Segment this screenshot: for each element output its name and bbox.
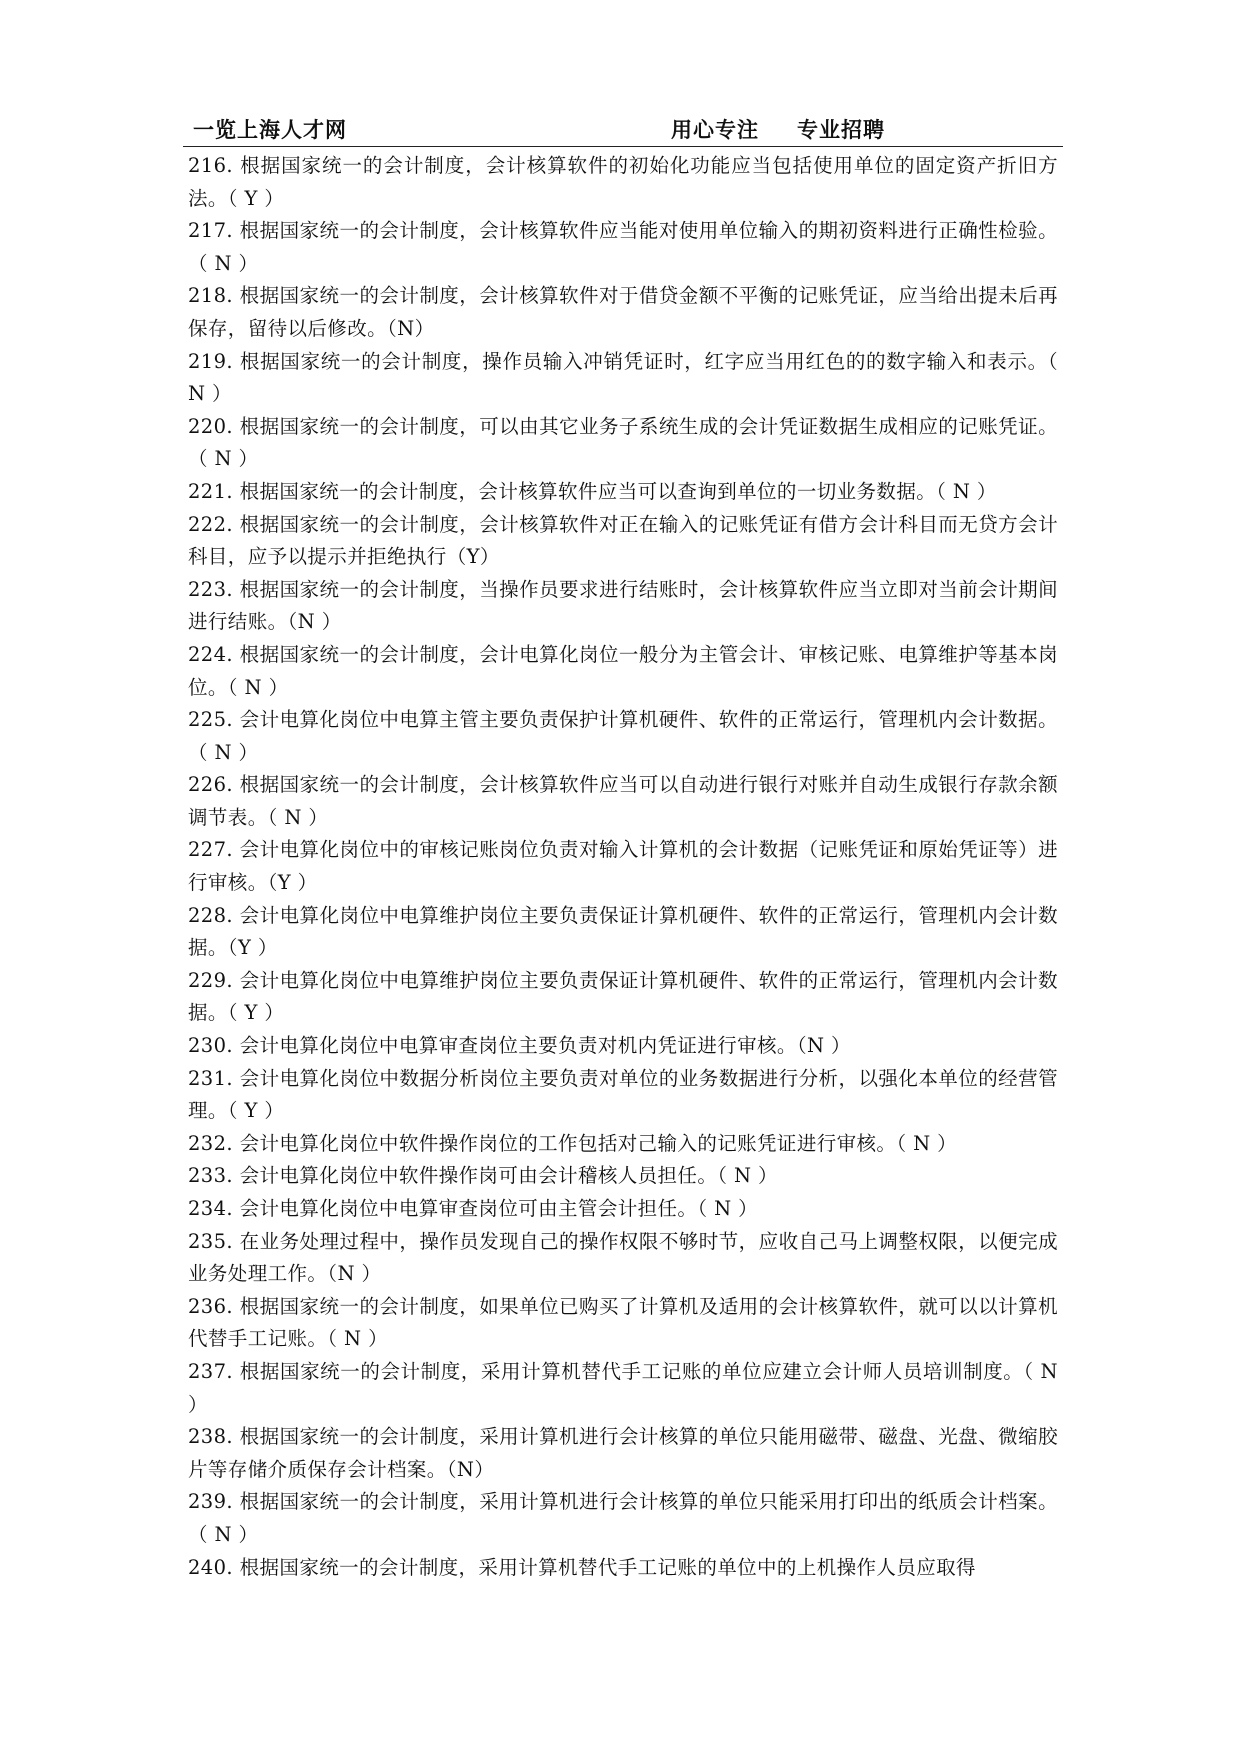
question-item: 228. 会计电算化岗位中电算维护岗位主要负责保证计算机硬件、软件的正常运行，管理机内会计数据。（Y ）: [188, 903, 1058, 960]
question-item: 232. 会计电算化岗位中软件操作岗位的工作包括对己输入的记账凭证进行审核。（ N ）: [188, 1131, 958, 1155]
question-item: 219. 根据国家统一的会计制度，操作员输入冲销凭证时，红字应当用红色的的数字输入和表示。（ N ）: [188, 349, 1058, 406]
header-slogan: [671, 114, 885, 144]
page-header: [183, 112, 1063, 147]
question-item: 221. 根据国家统一的会计制度，会计核算软件应当可以查询到单位的一切业务数据。（ N ）: [188, 479, 997, 503]
question-item: 237. 根据国家统一的会计制度，采用计算机替代手工记账的单位应建立会计师人员培训制度。（ N ）: [188, 1359, 1058, 1416]
question-item: 231. 会计电算化岗位中数据分析岗位主要负责对单位的业务数据进行分析，以强化本单位的经营管理。（ Y ）: [188, 1066, 1058, 1123]
question-item: 224. 根据国家统一的会计制度，会计电算化岗位一般分为主管会计、审核记账、电算维护等基本岗位。（ N ）: [188, 642, 1058, 699]
question-item: 235. 在业务处理过程中，操作员发现自己的操作权限不够时节，应收自己马上调整权限，以便完成业务处理工作。（N ）: [188, 1229, 1058, 1286]
question-item: 233. 会计电算化岗位中软件操作岗可由会计稽核人员担任。（ N ）: [188, 1164, 778, 1188]
question-list: [188, 150, 1058, 1584]
slogan-recruitment: 专业招聘: [797, 118, 885, 142]
question-item: 222. 根据国家统一的会计制度，会计核算软件对正在输入的记账凭证有借方会计科目而无贷方会计科目，应予以提示并拒绝执行（Y）: [188, 512, 1058, 569]
question-item: 236. 根据国家统一的会计制度，如果单位已购买了计算机及适用的会计核算软件，就可以以计算机代替手工记账。（ N ）: [188, 1294, 1058, 1351]
question-item: 238. 根据国家统一的会计制度，采用计算机进行会计核算的单位只能用磁带、磁盘、光盘、微缩胶片等存储介质保存会计档案。（N）: [188, 1425, 1058, 1481]
question-item: 227. 会计电算化岗位中的审核记账岗位负责对输入计算机的会计数据（记账凭证和原始凭证等）进行审核。（Y ）: [188, 838, 1058, 895]
slogan-focus: 用心专注: [671, 118, 759, 142]
question-item: 217. 根据国家统一的会计制度，会计核算软件应当能对使用单位输入的期初资料进行正确性检验。（ N ）: [188, 219, 1058, 275]
site-name: 一览上海人才网: [193, 118, 347, 142]
question-item: 223. 根据国家统一的会计制度，当操作员要求进行结账时，会计核算软件应当立即对当前会计期间进行结账。（N ）: [188, 577, 1058, 634]
question-item: 229. 会计电算化岗位中电算维护岗位主要负责保证计算机硬件、软件的正常运行，管理机内会计数据。（ Y ）: [188, 968, 1058, 1025]
question-item: 230. 会计电算化岗位中电算审查岗位主要负责对机内凭证进行审核。（N ）: [188, 1034, 851, 1058]
question-item: 220. 根据国家统一的会计制度，可以由其它业务子系统生成的会计凭证数据生成相应的记账凭证。（ N ）: [188, 414, 1058, 471]
question-item: 218. 根据国家统一的会计制度，会计核算软件对于借贷金额不平衡的记账凭证，应当给出提未后再保存，留待以后修改。（N）: [188, 284, 1058, 340]
question-item: 226. 根据国家统一的会计制度，会计核算软件应当可以自动进行银行对账并自动生成银行存款余额调节表。（ N ）: [188, 773, 1058, 829]
question-item: 239. 根据国家统一的会计制度，采用计算机进行会计核算的单位只能采用打印出的纸质会计档案。（ N ）: [188, 1490, 1058, 1546]
question-item: 240. 根据国家统一的会计制度，采用计算机替代手工记账的单位中的上机操作人员应取得: [188, 1555, 976, 1579]
question-item: 225. 会计电算化岗位中电算主管主要负责保护计算机硬件、软件的正常运行，管理机内会计数据。（ N ）: [188, 708, 1058, 764]
question-item: 216. 根据国家统一的会计制度，会计核算软件的初始化功能应当包括使用单位的固定资产折旧方法。（ Y ）: [188, 154, 1058, 210]
question-item: 234. 会计电算化岗位中电算审查岗位可由主管会计担任。（ N ）: [188, 1197, 759, 1220]
